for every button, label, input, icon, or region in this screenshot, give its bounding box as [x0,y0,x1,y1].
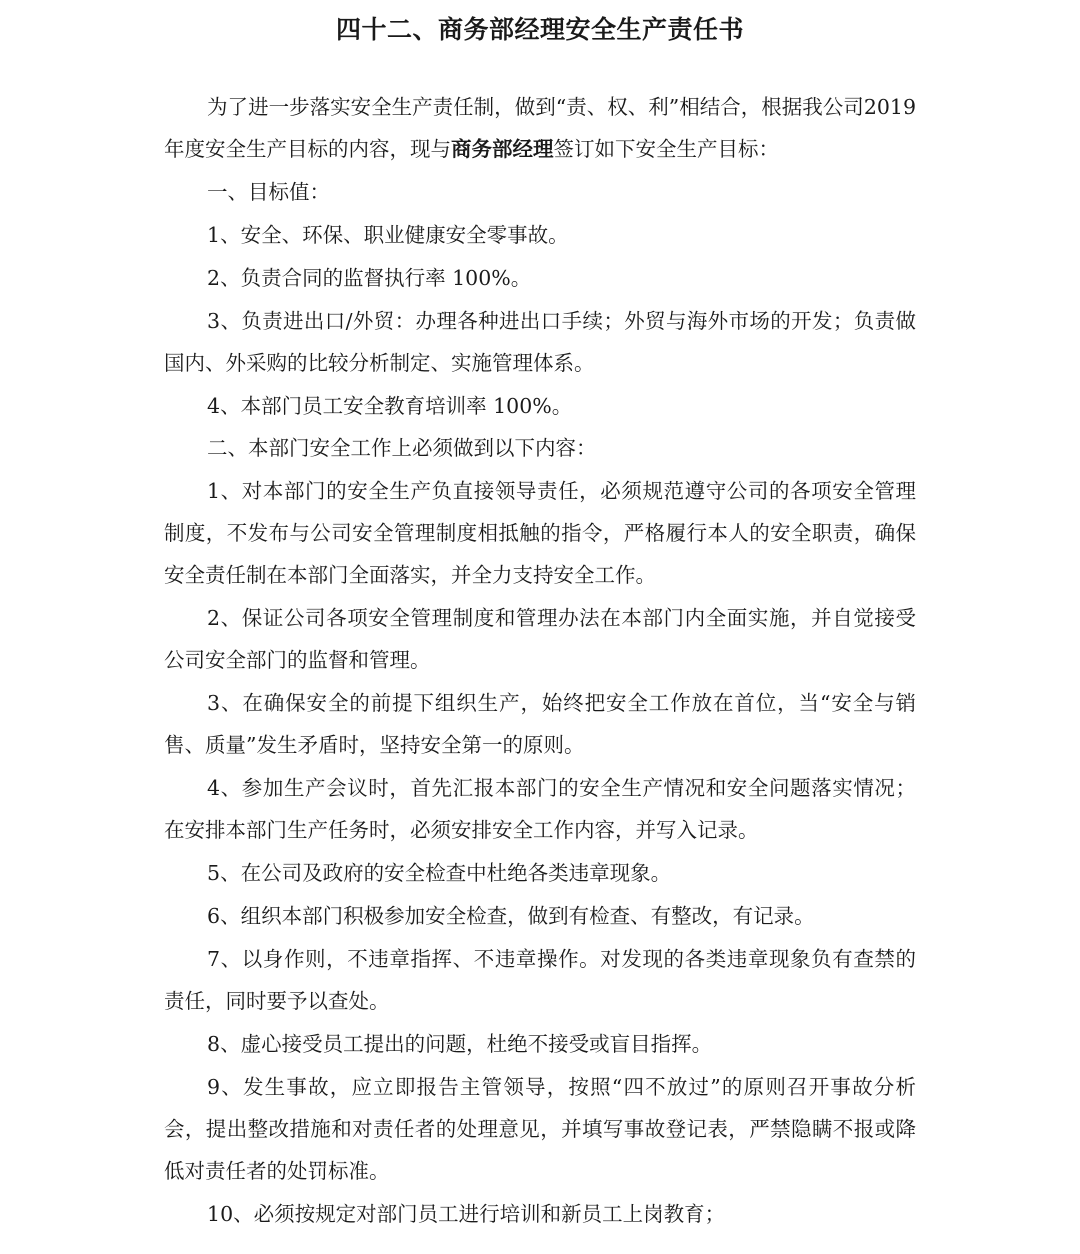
document-title: 四十二、商务部经理安全生产责任书 [335,15,744,44]
section2-item-6: 6、组织本部门积极参加安全检查，做到有检查、有整改，有记录。 [207,904,815,928]
section2-item-1: 1、对本部门的安全生产负直接领导责任，必须规范遵守公司的各项安全管理制度，不发布与公司安全管理制度相抵触的指令，严格履行本人的安全职责，确保安全责任制在本部门全面落实，并全力支持安全工作。 [164,479,916,587]
section2-item-7: 7、以身作则，不违章指挥、不违章操作。对发现的各类违章现象负有查禁的责任，同时要予以查处。 [164,947,916,1013]
section1-item-4: 4、本部门员工安全教育培训率 100%。 [207,394,573,418]
section2-item-2: 2、保证公司各项安全管理制度和管理办法在本部门内全面实施，并自觉接受公司安全部门的监督和管理。 [164,606,916,672]
intro-text-1: 为了进一步落实安全生产责任制，做到“责、权、利”相结合，根据我公司2019年度安全生产目标的内容，现与 [164,95,916,161]
section2-item-9: 9、发生事故，应立即报告主管领导，按照“四不放过”的原则召开事故分析会，提出整改措施和对责任者的处理意见，并填写事故登记表，严禁隐瞒不报或降低对责任者的处罚标准。 [164,1075,916,1183]
section1-item-1: 1、安全、环保、职业健康安全零事故。 [207,223,569,247]
section2-item-5: 5、在公司及政府的安全检查中杜绝各类违章现象。 [207,861,672,885]
section2-item-4: 4、参加生产会议时，首先汇报本部门的安全生产情况和安全问题落实情况；在安排本部门生产任务时，必须安排安全工作内容，并写入记录。 [164,776,916,842]
intro-paragraph [164,86,916,170]
intro-text-2: 签订如下安全生产目标： [553,137,779,161]
section1-heading: 一、目标值： [207,180,331,204]
section1-item-3: 3、负责进出口/外贸：办理各种进出口手续；外贸与海外市场的开发；负责做国内、外采购的比较分析制定、实施管理体系。 [164,309,916,375]
document-body [164,86,916,1235]
section2-item-3: 3、在确保安全的前提下组织生产，始终把安全工作放在首位，当“安全与销售、质量”发生矛盾时，坚持安全第一的原则。 [164,691,916,757]
section1-item-2: 2、负责合同的监督执行率 100%。 [207,266,532,290]
section2-item-10: 10、必须按规定对部门员工进行培训和新员工上岗教育； [207,1202,726,1226]
section2-item-8: 8、虚心接受员工提出的问题，杜绝不接受或盲目指挥。 [207,1032,713,1056]
section2-heading: 二、本部门安全工作上必须做到以下内容： [207,436,597,460]
intro-bold-role: 商务部经理 [451,137,554,161]
